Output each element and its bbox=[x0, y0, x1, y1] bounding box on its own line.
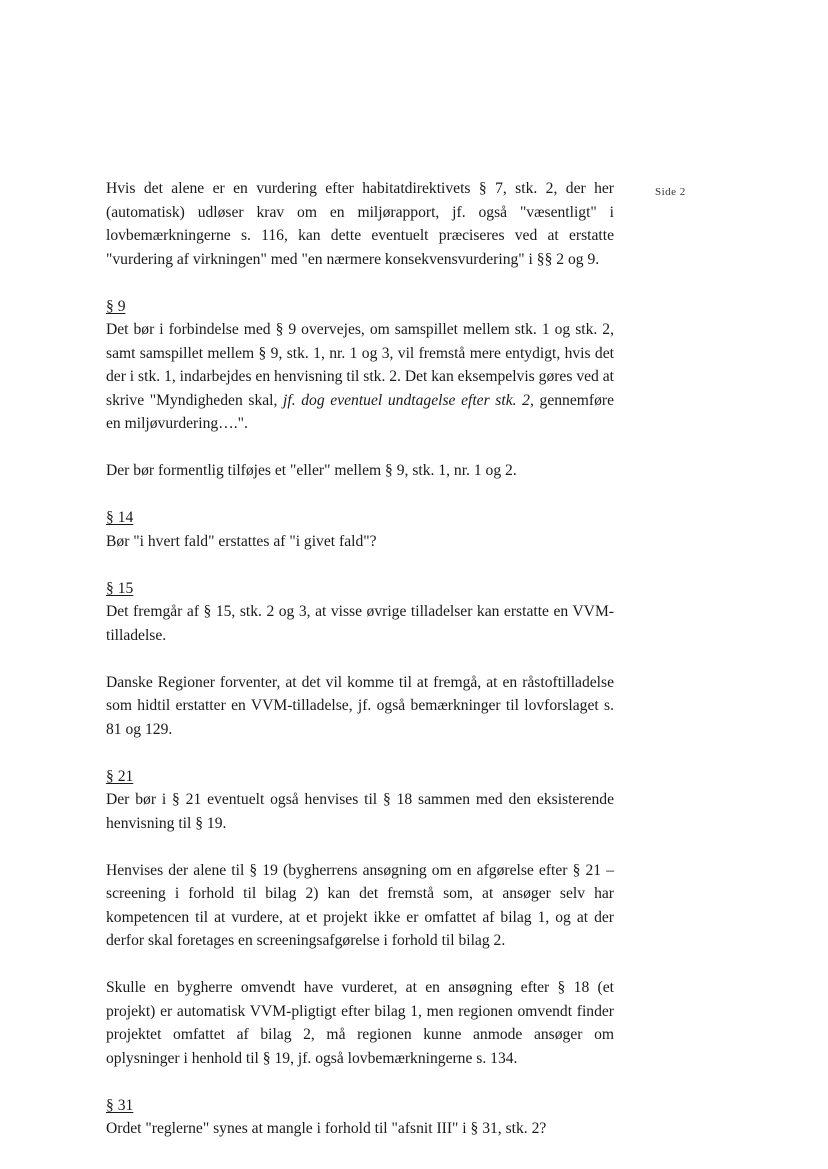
paragraph: Bør "i hvert fald" erstattes af "i givet fald"? bbox=[106, 532, 377, 550]
paragraph: Der bør formentlig tilføjes et "eller" mellem § 9, stk. 1, nr. 1 og 2. bbox=[106, 462, 517, 479]
section-heading-14: § 14 bbox=[106, 509, 134, 526]
section-heading-21: § 21 bbox=[106, 767, 134, 785]
paragraph: Hvis det alene er en vurdering efter habitatdirektivets § 7, stk. 2, der her (automatisk) udløser krav om en miljørapport, jf. også "væsentligt" i lovbemærkningerne s. 116, kan dette eventuelt præciseres ved at erstatte "vurdering af virkningen" med "en nærmere konsekvensvurdering" i §§ 2 og 9. bbox=[106, 180, 614, 268]
section-heading-9: § 9 bbox=[106, 297, 126, 315]
paragraph: Skulle en bygherre omvendt have vurderet, at en ansøgning efter § 18 (et projekt) er automatisk VVM-pligtigt efter bilag 1, men regionen omvendt finder projektet omfattet af bilag 2, må regionen kunne anmode ansøger om oplysninger i henhold til § 19, jf. også lovbemærkningerne s. 134. bbox=[106, 979, 614, 1067]
paragraph-text: Det bør i forbindelse med § 9 overvejes, om samspillet mellem stk. 1 og stk. 2, samt samspillet mellem § 9, stk. 1, nr. 1 og 3, vil fremstå mere entydigt, hvis det der i stk. 1, indarbejdes en henvisning til stk. 2. Det kan eksempelvis gøres ved at skrive "Myndigheden skal, bbox=[106, 321, 614, 409]
paragraph bbox=[106, 318, 614, 436]
paragraph: Det fremgår af § 15, stk. 2 og 3, at visse øvrige tilladelser kan erstatte en VVM-tilladelse. bbox=[106, 603, 614, 644]
page-number-label: Side 2 bbox=[655, 186, 686, 198]
paragraph: Danske Regioner forventer, at det vil komme til at fremgå, at en råstoftilladelse som hidtil erstatter en VVM-tilladelse, jf. også bemærkninger til lovforslaget s. 81 og 129. bbox=[106, 673, 614, 738]
paragraph: Der bør i § 21 eventuelt også henvises til § 18 sammen med den eksisterende henvisning til § 19. bbox=[106, 791, 614, 832]
document-body bbox=[106, 177, 614, 1141]
paragraph: Ordet "reglerne" synes at mangle i forhold til "afsnit III" i § 31, stk. 2? bbox=[106, 1120, 547, 1137]
paragraph: Henvises der alene til § 19 (bygherrens ansøgning om en afgørelse efter § 21 – screening i forhold til bilag 2) kan det fremstå som, at ansøger selv har kompetencen til at vurdere, at et projekt ikke er omfattet af bilag 1, og at der derfor skal foretages en screeningsafgørelse i forhold til bilag 2. bbox=[106, 861, 614, 949]
section-heading-31: § 31 bbox=[106, 1096, 134, 1114]
paragraph-text: gennemføre en miljøvurdering….". bbox=[106, 391, 614, 432]
paragraph-italic-text: jf. dog eventuel undtagelse efter stk. 2, bbox=[283, 391, 534, 409]
section-heading-15: § 15 bbox=[106, 579, 134, 597]
